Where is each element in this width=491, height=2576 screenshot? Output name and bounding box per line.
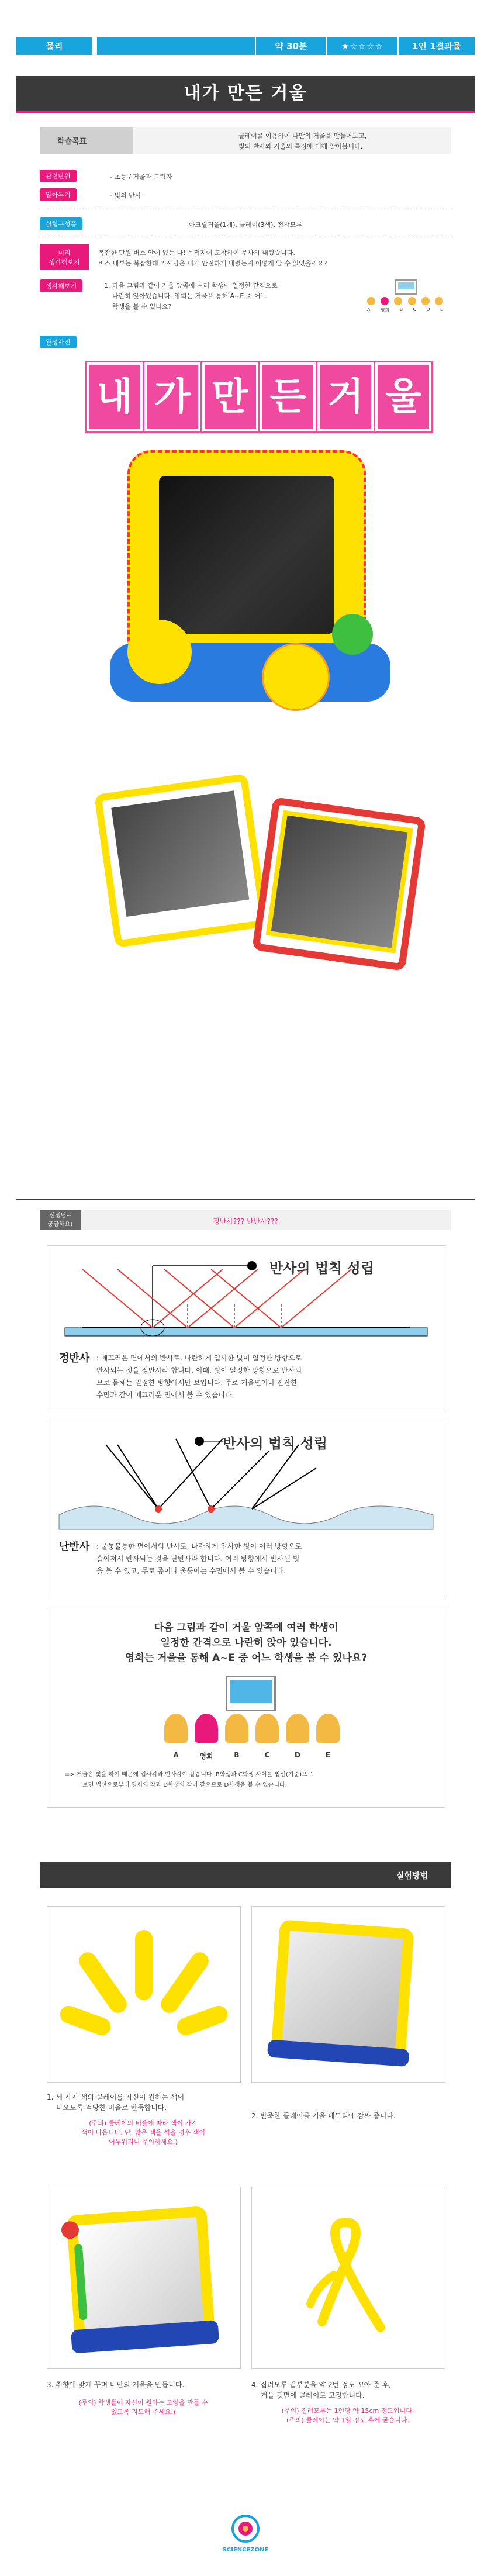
mirror-question-line-2: 일정한 간격으로 나란히 앉아 있습니다. [160,1637,332,1649]
think-line-1: 복잡한 만원 버스 안에 있는 나! 목적지에 도착하여 무사히 내렸습니다. [98,249,295,257]
header-strip [16,37,475,55]
clay-frame-red [252,797,426,971]
banner-char: 내 [87,362,143,431]
step-1-note-1: (주의) 클레이의 비율에 따라 색이 가지 [89,2119,198,2127]
regular-heading: 반사의 법칙 성립 [269,1260,374,1276]
step-2-card [251,1906,445,2083]
banner-char: 든 [260,362,316,431]
question-line-2: 나란히 앉아있습니다. 영희는 거울을 통해 A~E 중 어느 [112,292,267,300]
clay-frog-figure [332,614,373,655]
step-1-note-2: 색이 나옵니다. 단, 많은 색을 섞을 경우 색이 [81,2129,206,2136]
student-icon [316,1714,340,1743]
regular-desc-3: 므로 물체는 일정한 방향에서만 보입니다. 주로 거울면이나 잔잔한 [96,1379,298,1387]
student-icon [286,1714,309,1743]
diffuse-desc-3: 을 볼 수 있고, 주로 종이나 울퉁이는 수면에서 볼 수 있습니다. [96,1567,286,1575]
answer-question: 정반사??? 난반사??? [213,1217,278,1225]
student-icon [164,1714,188,1743]
step-3-photo [66,2206,215,2350]
step-4-text-2: 거울 뒷면에 클레이로 고정합니다. [261,2391,365,2399]
linked-unit-row [40,170,451,182]
step-1-photo [71,1924,217,2041]
step-2-text-1: 2. 반죽한 클레이를 거울 테두리에 감싸 줍니다. [251,2112,396,2120]
diffuse-desc-2: 흩어져서 반사되는 것을 난반사라 합니다. 여러 방향에서 반사된 빛 [96,1555,300,1563]
clay-bee-figure [127,620,192,684]
brand-name: SCIENCEZONE [222,2547,269,2553]
step-4-note-1: (주의) 집려모루는 1인당 약 15cm 정도입니다. [281,2407,414,2415]
diffuse-heading: 반사의 법칙 성립 [223,1435,327,1452]
diffuse-desc-1: : 울퉁불퉁한 면에서의 반사로, 나란하게 입사한 빛이 여러 방향으로 [96,1542,302,1551]
finished-photo [87,362,431,1087]
regular-desc-2: 반사되는 것을 정반사라 합니다. 이때, 빛이 일정한 방향으로 반사되 [96,1366,302,1375]
regular-reflection-diagram [47,1246,445,1345]
group-badge: 1인 1결과물 [397,37,475,55]
method-label: 실험방법 [396,1871,428,1881]
clay-chick-figure [262,643,330,711]
step-1-text-2: 나오도록 적당한 비율로 반죽합니다. [56,2104,167,2112]
diffuse-term: 난반사 [59,1541,90,1553]
goal-text-1: 클레이를 이용하여 나만의 거울을 만들어보고, [238,132,367,140]
title-underline [16,111,475,113]
answer-header: 선생님~ 궁금해요! 정반사??? 난반사??? [40,1210,451,1230]
goal-block [40,127,451,154]
step-3-note-1: (주의) 학생들이 자신이 원하는 모양을 만들 수 [78,2399,208,2406]
question-line-1: 1. 다음 그림과 같이 거울 앞쪽에 여러 학생이 일정한 간격으로 [104,282,278,289]
student-icon [367,297,375,305]
question-line-3: 학생을 볼 수 있나요? [112,303,172,310]
step-3-text-1: 3. 취향에 맞게 꾸며 나만의 거울을 만듭니다. [47,2381,185,2389]
linked-unit-value: - 초등 / 거울과 그림자 [110,173,172,181]
mirror-question-line-1: 다음 그림과 같이 거울 앞쪽에 여러 학생이 [154,1622,338,1634]
clay-frame-yellow [94,774,268,948]
mirror-question-line-3: 영희는 거울을 통해 A~E 중 어느 학생을 볼 수 있나요? [125,1652,368,1664]
regular-desc-1: : 매끄러운 면에서의 반사로, 나란하게 입사한 빛이 일정한 방향으로 [96,1354,302,1362]
step-4-text-1: 4. 집려모루 끝부분을 약 2번 정도 꼬아 준 후, [251,2381,391,2389]
student-icon [408,297,416,305]
regular-desc-4: 수면과 같이 매끄러운 면에서 볼 수 있습니다. [96,1391,234,1399]
mirror-answer-1: => 거울은 빛을 하기 때문에 입사각과 반사각이 같습니다. B학생과 C학생 사이를 법선(기준)으로 [65,1772,313,1778]
student-icon [225,1714,248,1743]
goal-text-2: 빛의 반사와 거울의 특징에 대해 알아봅니다. [238,143,363,150]
page-title: 내가 만든 거울 [16,76,475,111]
think-row [40,244,451,270]
mirror-illustration [226,1676,276,1711]
students-illustration [164,1714,340,1749]
difficulty-badge: ★☆☆☆☆ [326,37,397,55]
mirror-question-panel: 다음 그림과 같이 거울 앞쪽에 여러 학생이 일정한 간격으로 나란히 앉아 있습니다. 영희는 거울을 통해 A~E 중 어느 학생을 볼 수 있나요? A 영희 B C D E => 거울은 빛을 하기 때문에 입사각과 반사각이 같습니다. B학생과 C학생 사이를 법선(기준)으로 보면 법선으로부터 영희의 각과 D학생의 각이 같으므로 D학생을 볼 수 있습니다. [47,1608,445,1808]
title-banner [87,362,431,433]
subject-badge: 물리 [16,37,92,55]
materials-row [40,217,451,230]
think-line-2: 버스 내부는 복잡한데 기사님은 내가 안전하게 내렸는지 어떻게 알 수 있었을까요? [98,260,327,267]
step-1-note-3: 어두워지니 주의하세요.) [109,2138,178,2146]
student-icon [195,1714,218,1743]
finished-label-row [40,336,77,348]
student-icon [435,297,443,305]
footer [0,2514,491,2553]
diffuse-reflection-panel [47,1421,445,1597]
goal-label: 학습목표 [57,137,87,146]
step-1-text-1: 1. 세 가지 색의 클레이를 자신이 원하는 색이 [47,2093,185,2101]
step-4-note-2: (주의) 클레이는 약 1일 정도 후에 굳습니다. [286,2416,410,2424]
key-concept-label: 알아두기 [40,188,77,201]
students-mini-illustration: A 영희 B C D E [367,279,443,315]
step-1-card [47,1906,241,2083]
regular-reflection-panel [47,1245,445,1410]
banner-char: 거 [317,362,374,431]
method-header [40,1862,451,1888]
materials-value: 아크릴거울(1개), 클레이(3색), 점착모루 [189,221,302,229]
student-icon [421,297,430,305]
student-icon [381,297,389,305]
question-block [40,279,451,326]
time-badge: 약 30분 [255,37,326,55]
step-3-note-2: 있도록 지도해 주세요.) [110,2408,176,2416]
step-4-card [251,2187,445,2369]
materials-label: 실험구성품 [40,217,82,230]
step-2-photo [271,1919,414,2063]
brand-logo-icon [231,2514,260,2543]
finished-label: 완성사진 [40,336,77,348]
step-3-card [47,2187,241,2369]
question-label: 생각해보기 [40,279,82,292]
student-icon [255,1714,279,1743]
mirror-answer-2: 보면 법선으로부터 영희의 각과 D학생의 각이 같으므로 D학생을 볼 수 있습니다. [82,1782,287,1788]
banner-char: 울 [375,362,431,431]
student-icon [394,297,402,305]
step-4-photo [252,2187,445,2368]
think-label: 미리 생각해보기 [40,244,89,270]
banner-char: 가 [144,362,200,431]
mirror-icon [395,279,417,295]
regular-term: 정반사 [59,1352,90,1365]
linked-unit-label: 관련단원 [40,170,77,182]
key-concept-row [40,188,451,201]
banner-char: 만 [202,362,258,431]
key-concept-value: - 빛의 반사 [110,192,141,199]
